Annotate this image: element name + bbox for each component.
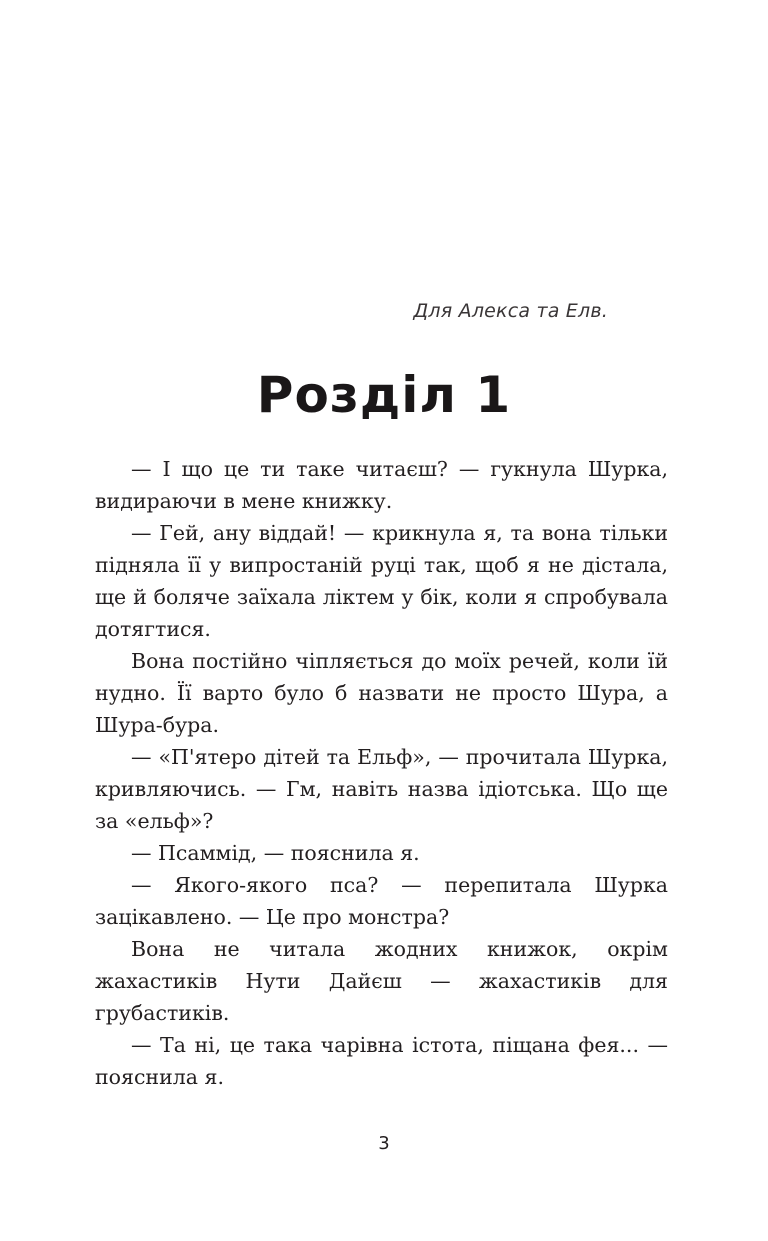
chapter-title: Розділ 1 bbox=[256, 366, 512, 424]
paragraph: — Гей, ану віддай! — крикнула я, та вона тільки підняла її у випростаній руці так, щоб я не дістала, ще й боляче заїхала ліктем у бік, коли я спробувала дотягтися. bbox=[95, 521, 668, 641]
paragraph: — І що це ти таке читаєш? — гукнула Шурка, видираючи в мене книжку. bbox=[95, 457, 668, 513]
paragraph: — Якого-якого пса? — перепитала Шурка зацікавлено. — Це про монстра? bbox=[95, 873, 668, 929]
page-number: 3 bbox=[378, 1133, 390, 1154]
paragraph: — Та ні, це така чарівна істота, піщана фея... — пояснила я. bbox=[95, 1033, 668, 1089]
paragraph: Вона не читала жодних книжок, окрім жахастиків Нути Дайєш — жахастиків для грубастиків. bbox=[95, 937, 668, 1025]
paragraph: — Псаммід, — пояснила я. bbox=[131, 841, 420, 865]
paragraph: Вона постійно чіпляється до моїх речей, коли їй нудно. Її варто було б назвати не просто Шура, а Шура-бура. bbox=[95, 649, 668, 737]
chapter-body bbox=[95, 453, 668, 1093]
dedication: Для Алекса та Елв. bbox=[413, 300, 608, 322]
paragraph: — «П'ятеро дітей та Ельф», — прочитала Шурка, кривляючись. — Гм, навіть назва ідіотська. Що ще за «ельф»? bbox=[95, 745, 668, 833]
